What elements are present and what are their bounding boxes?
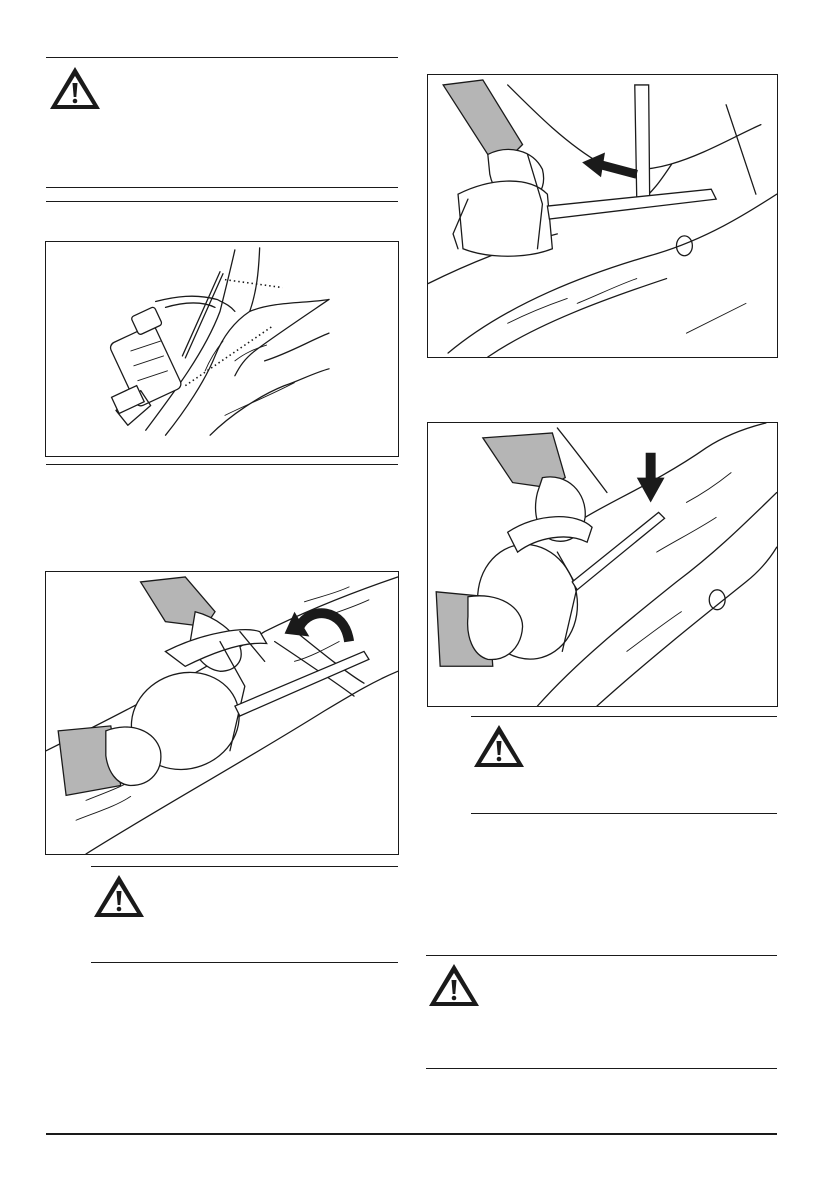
figure-cut-lines	[45, 241, 399, 457]
figure-branch-cut	[45, 571, 399, 855]
cut-lines-illustration	[46, 242, 398, 456]
warning-triangle-icon	[471, 722, 527, 770]
warning-3-bottom-rule	[471, 813, 777, 814]
branch-cut-illustration	[46, 572, 398, 854]
figure-down-cut	[427, 422, 778, 707]
push-cut-illustration	[428, 75, 777, 357]
section-rule	[46, 201, 398, 202]
warning-triangle-icon	[426, 961, 482, 1009]
down-cut-illustration	[428, 423, 777, 706]
warning-2-top-rule	[91, 866, 398, 867]
footer-rule	[46, 1133, 777, 1135]
figure-1-caption-rule	[46, 464, 398, 465]
warning-4-bottom-rule	[426, 1068, 777, 1069]
warning-2-bottom-rule	[91, 962, 398, 963]
warning-bottom-rule	[46, 187, 398, 188]
warning-triangle-icon	[91, 872, 147, 920]
warning-4-top-rule	[426, 955, 777, 956]
warning-top-rule	[46, 57, 398, 58]
warning-3-top-rule	[471, 716, 777, 717]
figure-push-cut	[427, 74, 778, 358]
warning-triangle-icon	[47, 64, 103, 112]
